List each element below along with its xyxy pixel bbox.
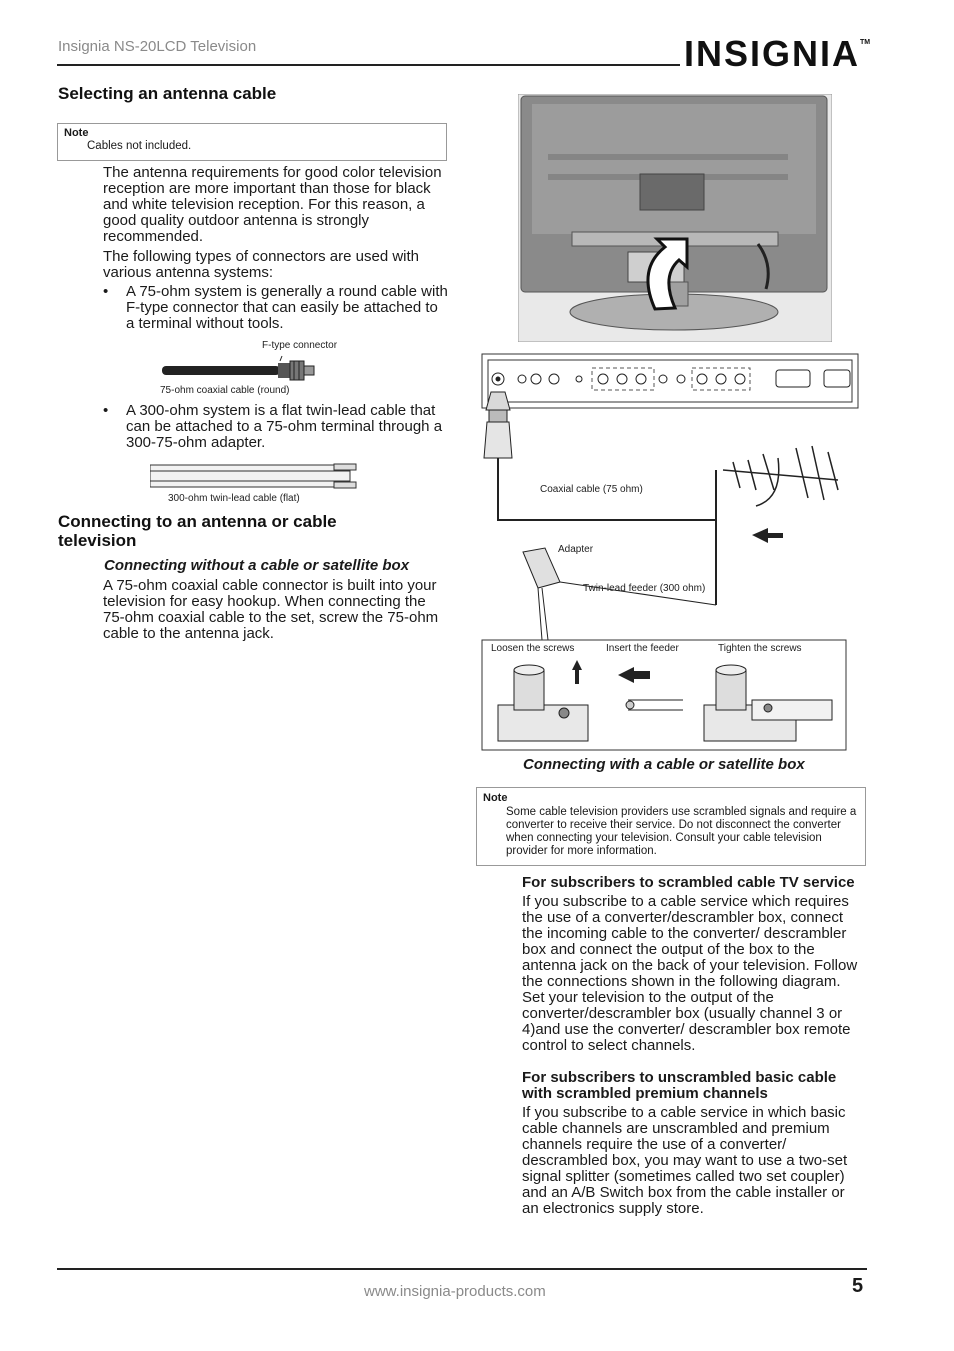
logo-text: INSIGNIA xyxy=(684,33,861,74)
left-body-bottom xyxy=(103,578,448,642)
paragraph-scrambled-cable: If you subscribe to a cable service which requires the use of a converter/descrambler box, connect the incoming cable to the converter/ descrambler box and connect the output of the box to the antenna jack on the back of your television. Follow the connections shown in the following diagram. Set your television to the output of the converter/descrambler box (usually channel 3 or 4)and use the converter/ descrambler box remote control to select channels. xyxy=(522,893,858,1054)
coax-cable-illustration xyxy=(160,355,325,385)
note-box-scrambled xyxy=(476,787,866,866)
label-step-tighten: Tighten the screws xyxy=(718,643,802,654)
insignia-logo xyxy=(684,33,870,75)
label-75-ohm-coax: 75-ohm coaxial cable (round) xyxy=(160,385,290,396)
footer-rule xyxy=(57,1268,867,1270)
paragraph-coax-builtin: A 75-ohm coaxial cable connector is built into your television for easy hookup. When connecting the 75-ohm coaxial cable to the set, screw the 75-ohm cable to the antenna jack. xyxy=(103,577,439,642)
note-text: Cables not included. xyxy=(87,140,192,152)
subheading-without-box: Connecting without a cable or satellite box xyxy=(104,557,410,574)
bullet-75-ohm: • A 75-ohm system is generally a round cable with F-type connector that can easily be attached to a terminal without tools. xyxy=(103,284,448,332)
twin-lead-cable-illustration xyxy=(150,461,360,493)
footer-url: www.insignia-products.com xyxy=(364,1283,546,1300)
note-box-cables xyxy=(57,123,447,161)
left-body-bullet2 xyxy=(103,403,448,451)
page-number: 5 xyxy=(852,1275,864,1297)
bullet-300-ohm: • A 300-ohm system is a flat twin-lead cable that can be attached to a 75-ohm terminal through a 300-75-ohm adapter. xyxy=(103,403,448,451)
right-body xyxy=(522,875,864,1217)
label-300-ohm-twin-lead: 300-ohm twin-lead cable (flat) xyxy=(168,493,300,504)
header-rule xyxy=(57,64,680,66)
note-label: Note xyxy=(483,792,508,804)
label-f-type-connector: F-type connector xyxy=(262,340,338,351)
note-text: Some cable television providers use scrambled signals and require a converter to receive their service. Do not disconnect the converter when connecting your television. Consult your cable television provider for more information. xyxy=(506,806,857,857)
left-body-top xyxy=(103,165,448,332)
label-coaxial-cable: Coaxial cable (75 ohm) xyxy=(540,484,643,495)
section-heading-selecting-antenna-cable: Selecting an antenna cable xyxy=(58,84,277,103)
logo-trademark: TM xyxy=(860,39,871,46)
section-heading-connecting-antenna: Connecting to an antenna or cable television xyxy=(58,512,337,550)
label-twin-lead-feeder: Twin-lead feeder (300 ohm) xyxy=(583,583,706,594)
subheading-scrambled-cable: For subscribers to scrambled cable TV service xyxy=(522,874,855,891)
antenna-connection-diagram xyxy=(478,350,863,755)
label-step-insert: Insert the feeder xyxy=(606,643,679,654)
paragraph-antenna-requirements: The antenna requirements for good color television reception are more important than those for black and white television reception. For this reason, a good quality outdoor antenna is strongly recommended. xyxy=(103,164,442,245)
tv-back-photo xyxy=(518,94,832,342)
subheading-unscrambled-basic: For subscribers to unscrambled basic cable with scrambled premium channels xyxy=(522,1069,837,1102)
running-header-title: Insignia NS-20LCD Television xyxy=(58,38,257,55)
paragraph-connector-types: The following types of connectors are used with various antenna systems: xyxy=(103,248,420,281)
figure-caption-cable-box: Connecting with a cable or satellite box xyxy=(523,756,805,773)
paragraph-unscrambled-basic: If you subscribe to a cable service in which basic cable channels are unscrambled and premium channels require the use of a converter/ descrambled box, you may want to use a two-set signal splitter (sometimes called two set coupler) and an A/B Switch box from the cable installer or an electronics supply store. xyxy=(522,1104,848,1217)
label-step-loosen: Loosen the screws xyxy=(491,643,575,654)
label-adapter: Adapter xyxy=(558,544,594,555)
note-label: Note xyxy=(64,127,89,139)
